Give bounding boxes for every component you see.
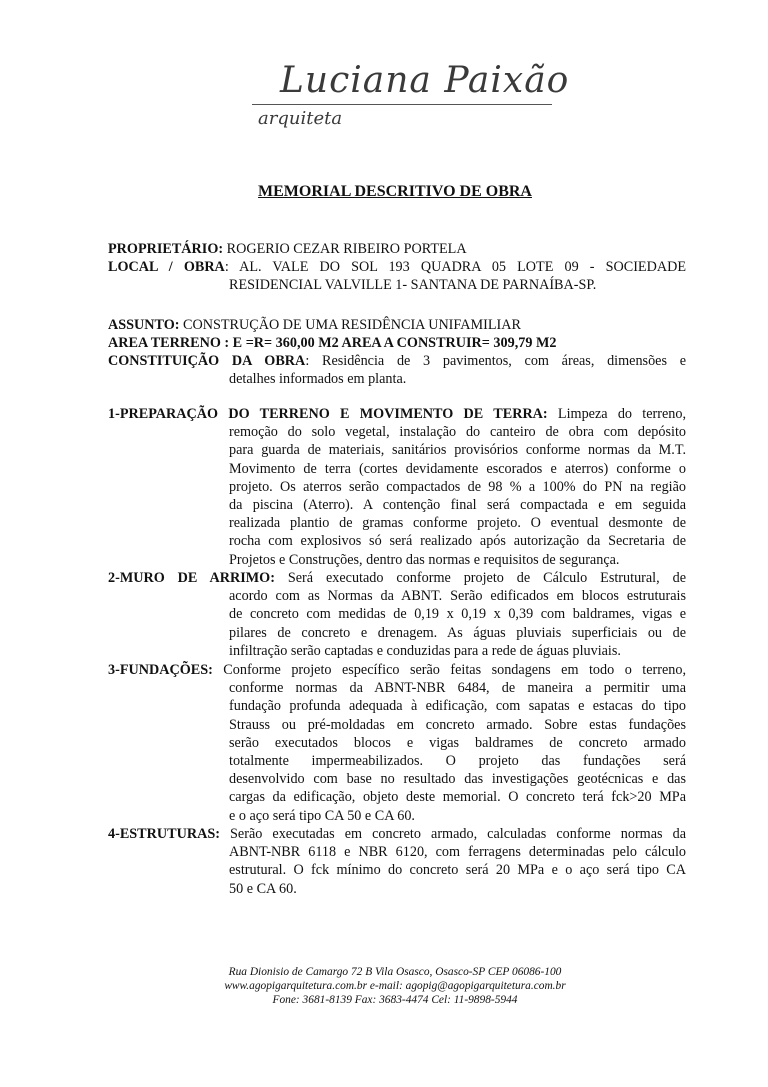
subject-field	[108, 316, 686, 334]
area-text: AREA TERRENO : E =R= 360,00 M2 AREA A CONSTRUIR= 309,79 M2	[108, 335, 557, 351]
page-footer	[0, 965, 768, 1007]
section-line: da piscina (Aterro). A contenção final será compactada e em seguida	[229, 497, 686, 514]
section-structures	[108, 825, 686, 898]
section-line: fundação profunda adequada à edificação, com sapatas e estacas do tipo	[229, 698, 686, 715]
section-line: para guarda de materiais, sanitários provisórios conforme normas da M.T.	[229, 442, 686, 459]
subject-label: ASSUNTO:	[108, 317, 180, 333]
section-text: Será executado conforme projeto de Cálculo Estrutural, de	[274, 570, 686, 586]
section-line: Strauss ou pré-moldadas em concreto armado. Sobre estas fundações	[229, 716, 686, 733]
section-line: conforme normas da ABNT-NBR 6484, de maneira a permitir uma	[229, 680, 686, 697]
section-line: Movimento de terra (cortes devidamente escorados e aterros) conforme o	[229, 460, 686, 477]
section-line: remoção do solo vegetal, instalação do canteiro de obra com depósito	[229, 424, 686, 441]
section-heading: 3-FUNDAÇÕES:	[108, 662, 213, 678]
footer-web-email: www.agopigarquitetura.com.br e-mail: agopig@agopigarquitetura.com.br	[224, 980, 566, 992]
section-line: e o aço será tipo CA 50 e CA 60.	[229, 807, 415, 824]
construction-field	[108, 352, 686, 388]
section-line: cargas da edificação, objeto deste memorial. O concreto terá fck>20 MPa	[229, 789, 686, 806]
location-field	[108, 258, 686, 294]
section-line: ABNT-NBR 6118 e NBR 6120, com ferragens determinadas pelo cálculo	[229, 844, 686, 861]
construction-value: : Residência de 3 pavimentos, com áreas, dimensões e	[305, 353, 687, 369]
section-line: totalmente impermeabilizados. O projeto das fundações será	[229, 753, 686, 770]
section-heading: 4-ESTRUTURAS:	[108, 826, 220, 842]
section-line: realizada plantio de gramas conforme projeto. O eventual desmonte de	[229, 515, 686, 532]
section-line: pilares de concreto e drenagem. As águas pluviais superficiais ou de	[229, 624, 686, 641]
logo-rule	[252, 104, 552, 105]
construction-label: CONSTITUIÇÃO DA OBRA	[108, 353, 306, 369]
section-line: 50 e CA 60.	[229, 880, 297, 897]
area-field	[108, 334, 686, 352]
logo-name: Luciana Paixão	[280, 60, 570, 101]
company-logo	[252, 60, 570, 140]
section-line: rocha com explosivos só será realizado após autorização da Secretaria de	[229, 533, 686, 550]
location-line: RESIDENCIAL VALVILLE 1- SANTANA DE PARNAÍBA-SP.	[229, 277, 597, 294]
section-terrain	[108, 405, 686, 569]
section-retaining-wall	[108, 569, 686, 660]
owner-value: ROGERIO CEZAR RIBEIRO PORTELA	[223, 241, 467, 257]
footer-phones: Fone: 3681-8139 Fax: 3683-4474 Cel: 11-9898-5944	[272, 994, 518, 1006]
section-line: Projetos e Construções, dentro das normas e requisitos de segurança.	[229, 551, 620, 568]
section-line: desenvolvido com base no resultado das investigações geotécnicas e das	[229, 771, 686, 788]
section-line: serão executados blocos e vigas baldrames de concreto armado	[229, 734, 686, 751]
section-heading: 2-MURO DE ARRIMO:	[108, 570, 275, 586]
owner-label: PROPRIETÁRIO:	[108, 241, 224, 257]
document-title: MEMORIAL DESCRITIVO DE OBRA	[258, 183, 532, 200]
subject-value: CONSTRUÇÃO DE UMA RESIDÊNCIA UNIFAMILIAR	[179, 317, 521, 333]
section-text: Conforme projeto específico serão feitas sondagens em todo o terreno,	[212, 662, 686, 678]
owner-field	[108, 240, 686, 258]
section-line: acordo com as Normas da ABNT. Serão edificados em blocos estruturais	[229, 588, 686, 605]
section-line: de concreto com medidas de 0,19 x 0,19 x 0,39 com baldrames, vigas e	[229, 606, 686, 623]
section-text: Serão executadas em concreto armado, calculadas conforme normas da	[219, 826, 686, 842]
section-foundations	[108, 661, 686, 825]
location-label: LOCAL / OBRA	[108, 259, 225, 275]
section-line: infiltração serão captadas e conduzidas para a rede de águas pluviais.	[229, 642, 621, 659]
section-heading: 1-PREPARAÇÃO DO TERRENO E MOVIMENTO DE TERRA:	[108, 406, 548, 422]
footer-address: Rua Dionisio de Camargo 72 B Vila Osasco, Osasco-SP CEP 06086-100	[228, 966, 562, 978]
logo-subtitle: arquiteta	[258, 108, 343, 129]
section-line: estrutural. O fck mínimo do concreto será 20 MPa e o aço será tipo CA	[229, 862, 686, 879]
section-text: Limpeza do terreno,	[547, 406, 686, 422]
section-line: projeto. Os aterros serão compactados de 98 % a 100% do PN na região	[229, 478, 686, 495]
construction-line: detalhes informados em planta.	[229, 371, 407, 388]
location-value: : AL. VALE DO SOL 193 QUADRA 05 LOTE 09 - SOCIEDADE	[224, 259, 686, 275]
